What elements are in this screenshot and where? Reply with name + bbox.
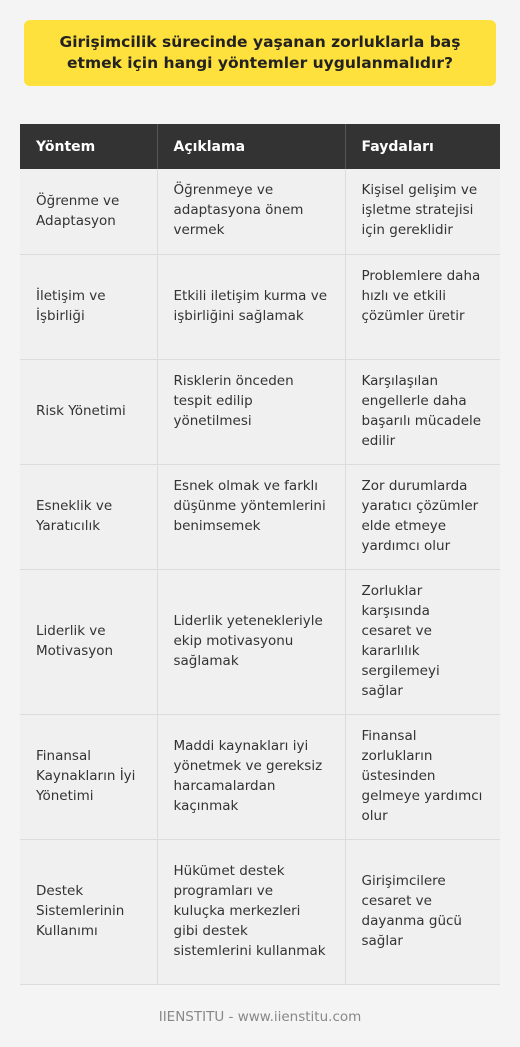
table-row (20, 839, 500, 984)
cell-benefits: Kişisel gelişim ve işletme stratejisi için gereklidir (345, 169, 500, 254)
cell-method: Liderlik ve Motivasyon (20, 569, 157, 714)
table-header-row (20, 124, 500, 169)
column-header-description: Açıklama (157, 124, 345, 169)
cell-benefits: Finansal zorlukların üstesinden gelmeye yardımcı olur (345, 714, 500, 839)
cell-benefits: Zorluklar karşısında cesaret ve kararlılık sergilemeyi sağlar (345, 569, 500, 714)
table-row (20, 569, 500, 714)
cell-description: Esnek olmak ve farklı düşünme yöntemlerini benimsemek (157, 464, 345, 569)
table-row (20, 169, 500, 254)
cell-method: İletişim ve İşbirliği (20, 254, 157, 359)
cell-benefits: Problemlere daha hızlı ve etkili çözümler üretir (345, 254, 500, 359)
methods-table (20, 124, 500, 985)
cell-benefits: Girişimcilere cesaret ve dayanma gücü sağlar (345, 839, 500, 984)
cell-description: Hükümet destek programları ve kuluçka merkezleri gibi destek sistemlerini kullanmak (157, 839, 345, 984)
cell-benefits: Karşılaşılan engellerle daha başarılı mücadele edilir (345, 359, 500, 464)
title-banner (24, 20, 496, 86)
table-row (20, 464, 500, 569)
column-header-method: Yöntem (20, 124, 157, 169)
cell-method: Risk Yönetimi (20, 359, 157, 464)
cell-description: Etkili iletişim kurma ve işbirliğini sağlamak (157, 254, 345, 359)
cell-benefits: Zor durumlarda yaratıcı çözümler elde etmeye yardımcı olur (345, 464, 500, 569)
page-title: Girişimcilik sürecinde yaşanan zorluklarla baş etmek için hangi yöntemler uygulanmalıdır? (59, 33, 461, 72)
cell-method: Öğrenme ve Adaptasyon (20, 169, 157, 254)
cell-description: Öğrenmeye ve adaptasyona önem vermek (157, 169, 345, 254)
footer-credit: IIENSTITU - www.iienstitu.com (158, 1009, 362, 1025)
cell-description: Risklerin önceden tespit edilip yönetilmesi (157, 359, 345, 464)
table-row (20, 359, 500, 464)
table-row (20, 714, 500, 839)
cell-description: Liderlik yetenekleriyle ekip motivasyonu sağlamak (157, 569, 345, 714)
cell-description: Maddi kaynakları iyi yönetmek ve gereksiz harcamalardan kaçınmak (157, 714, 345, 839)
cell-method: Esneklik ve Yaratıcılık (20, 464, 157, 569)
table-row (20, 254, 500, 359)
cell-method: Finansal Kaynakların İyi Yönetimi (20, 714, 157, 839)
column-header-benefits: Faydaları (345, 124, 500, 169)
cell-method: Destek Sistemlerinin Kullanımı (20, 839, 157, 984)
